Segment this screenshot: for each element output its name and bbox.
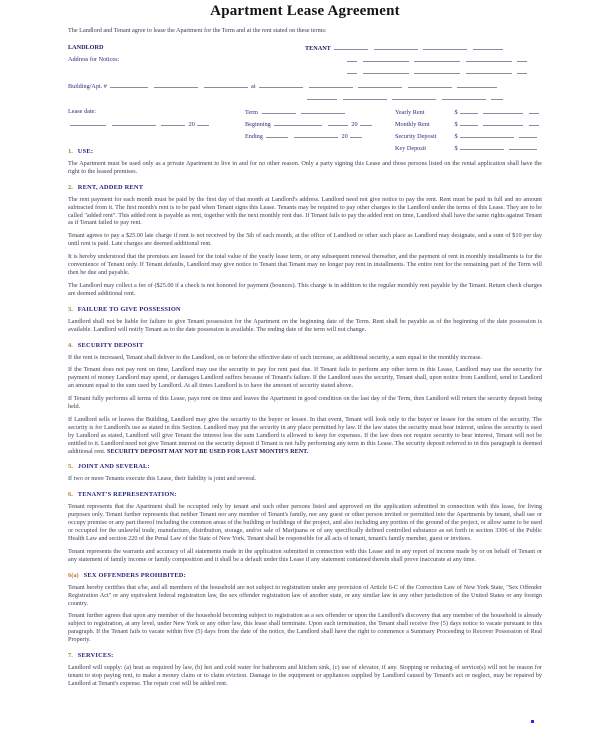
blank-line (112, 120, 156, 126)
section-number: 1. (68, 147, 73, 155)
dollar-sign: $ (454, 132, 458, 140)
at-label: at (251, 82, 256, 90)
paragraph: The rent payment for each month must be paid by the first day of that month at Landlord's address. Landlord need not give notice to pay the rent. Rent must be paid in full and no amount subtracted from it. The first month's rent is to be paid when Tenant signs this Lease. Tenants may be required to pay other charges to the Landlord under the terms of this Lease. They are to be called "added rent". This added rent is payable as rent, together with the next monthly rent due. If Tenant fails to pay the added rent on time, Landlord shall have the same rights against Tenant as if Tenant failed to pay rent. (68, 195, 542, 227)
beginning-field (245, 120, 374, 128)
paragraph: The Landlord may collect a fee of ($25.00 if a check is not honored for payment (bounces). This charge is in addition to the regular monthly rent payable by the Tenant. Return check charges are deemed additional rent. (68, 281, 542, 297)
building-row (68, 82, 542, 90)
section-title: SEX OFFENDERS PROHIBITED: (83, 571, 186, 579)
blank-line (374, 44, 418, 50)
blank-line (70, 120, 106, 126)
page-title: Apartment Lease Agreement (210, 3, 400, 19)
blank-line (262, 108, 296, 114)
paragraph: Landlord will supply: (a) heat as required by law, (b) hot and cold water for bathroom and kitchen sink, (c) use of elevator, if any. Stopping or reducing of service(s) will not be reason for tenant to stop paying rent, to make a money claim or to claim eviction. Damage to the equipment or appliances supplied by Landlord caused by Tenant's act or neglect, may be repaired by Landlord at Tenant's expense. The repair cost will be added rent. (68, 664, 542, 687)
blank-line (161, 120, 185, 126)
blank-line (392, 94, 436, 100)
blank-line (347, 68, 357, 74)
security-deposit-label: Security Deposit (395, 132, 437, 140)
paragraph: Tenant agrees to pay a $25.00 late charge if rent is not received by the 5th of each month, at the office of Landlord or other such place as Landlord may designate, and a sum of $10 per day until rent is paid. Late charges are deemed additional rent. (68, 232, 542, 248)
dollar-sign: $ (454, 108, 458, 116)
section-use (68, 148, 542, 176)
blank-line (517, 56, 527, 62)
blank-line (529, 120, 539, 126)
paragraph: It is hereby understood that the premises are leased for the total value of the yearly lease term, or any subsequent renewal thereafter, and the payment of rent in monthly installments is for the convenience of Tenant only. If Tenant defaults, Landlord may give notice to Tenant that Tenant may no longer pay rent in installments. The entire rent for the remaining part of the Term will then be due and payable. (68, 253, 542, 276)
lease-date-blanks (68, 121, 211, 128)
landlord-label: LANDLORD (68, 43, 104, 51)
section-title: RENT, ADDED RENT (77, 183, 144, 191)
ending-label: Ending (245, 132, 263, 140)
section-number: 7. (68, 652, 73, 660)
blank-line (466, 68, 512, 74)
section-number: 3. (68, 305, 73, 313)
paragraph: If two or more Tenants execute this Lease, their liability is joint and several. (68, 475, 257, 483)
section-number: 6(a) (68, 571, 79, 579)
section-heading (68, 463, 542, 470)
section-heading (68, 148, 542, 155)
section-joint-and-several (68, 463, 542, 483)
section-heading (68, 306, 542, 313)
blank-line (529, 108, 539, 114)
year-token: 20 (341, 132, 348, 140)
section-title: TENANT'S REPRESENTATION: (77, 491, 177, 499)
document-content (68, 0, 542, 688)
key-deposit-label: Key Deposit (395, 144, 427, 152)
address-label: Address for Notices: (68, 55, 120, 63)
tenant-label: TENANT (305, 44, 331, 52)
section-number: 4. (68, 341, 73, 349)
extra-blanks (305, 94, 505, 102)
blank-line (473, 44, 503, 50)
blank-line (363, 68, 409, 74)
dollar-sign: $ (454, 120, 458, 128)
monthly-rent-field (395, 120, 541, 128)
blank-line (519, 132, 537, 138)
section-heading (68, 491, 542, 498)
paragraph: If the Tenant does not pay rent on time, Landlord may use the security to pay for rent past due. If Tenant fails to perform any other term in this Lease, Landlord may use the security for payment of money Landlord may spend, or damages Landlord suffers because of Tenant's failure. If the Landlord uses the security, Tenant shall, upon notice from Landlord, send to Landlord an amount equal to the sum used by Landlord. At all times Landlord is to have the amount of security stated above. (68, 366, 542, 390)
paragraph: Tenant further agrees that upon any member of the household becoming subject to registration as a sex offender or upon the Landlord's discovery that any member of the household is already subject to registration, at any level, under New York or any other law, this lease shall terminate. Upon such termination, the Tenant shall receive five (5) days notice to vacate pursuant to this paragraph. If the Tenant fails to vacate within five (5) days from the date of the notice, the Landlord shall have the right to commence a Summary Proceeding to Recover Possession of Real Property. (68, 612, 542, 644)
blank-line (457, 82, 497, 88)
address-blanks-1 (345, 56, 529, 64)
blank-line (442, 94, 486, 100)
paragraph: Landlord shall not be liable for failure to give Tenant possession for the Apartment on the beginning date of the Term. Rent shall be payable as of the beginning of the date possession is available. Landlord will notify Tenant as to the date possession is available. The ending date of the term will not change. (68, 317, 542, 333)
section-number: 5. (68, 463, 73, 471)
tenant-field (305, 44, 505, 52)
paragraph: Tenant represents that the Apartment shall be occupied only by tenant and such other persons listed and approved on the application submitted in connection with this lease, for living purposes only. Tenant further represents that neither Tenant nor any member of Tenant's family, nor any guest or other person invited or permitted into the Apartments by tenant, shall use or occupy premise or any part thereof including the common areas of the building or buildings of the project, and also including any portion of the ground of the project, or allow same to be used or occupied for the unlawful trade, manufacture, distribution, storage, and/or sale of Marijuana or of any specifically defined controlled substance as set forth in section 3306 of the Public Health Law and section 220 of the Penal Law of the State of New York. Tenant shall be responsible for all acts of tenant, tenant's family member, guest or invitees. (68, 503, 542, 542)
paragraph: If Tenant fully performs all terms of this Lease, pays rent on time and leaves the Apartment in good condition on the last day of the Term, then Landlord will return the security deposit being held. (68, 395, 542, 411)
blank-line (414, 68, 460, 74)
lease-date-row (68, 108, 542, 115)
paragraph: If the rent is increased, Tenant shall deliver to the Landlord, on or before the effective date of such increase, as additional security, a sum equal to the monthly increase. (68, 353, 483, 361)
blank-line (266, 132, 288, 138)
blank-line (334, 44, 368, 50)
section-sex-offenders-prohibited (68, 572, 542, 644)
section-heading (68, 184, 542, 191)
blank-line (491, 94, 503, 100)
blank-line (307, 94, 337, 100)
yearly-rent-field (395, 108, 541, 116)
blank-line (460, 132, 514, 138)
dollar-sign: $ (454, 144, 458, 152)
blank-line (423, 44, 467, 50)
term-label: Term (245, 108, 258, 116)
blank-line (466, 56, 512, 62)
section-security-deposit (68, 342, 542, 456)
blank-line (460, 120, 478, 126)
section-heading (68, 572, 542, 579)
blank-line (408, 82, 452, 88)
landlord-tenant-row (68, 44, 542, 51)
section-rent-added-rent (68, 184, 542, 298)
blank-line (360, 120, 372, 126)
blank-line (154, 82, 198, 88)
stray-ink-mark (531, 720, 534, 723)
paragraph: Tenant represents the warrants and accuracy of all statements made in the application submitted in connection with this Lease and in any report of income made by or on behalf of Tenant or any statement of family income or family composition and it shall be a default under this Lease if any statement contained therein shall prove inaccurate at any time. (68, 547, 542, 563)
lease-date-label: Lease date: (68, 107, 96, 115)
paragraph: Tenant hereby certifies that s/he, and all members of the household are not subject to registration under any provision of Article 6-C of the Correction Law of New York State, "Sex Offender Registration Act" or any equivalent federal registration law, the sex offender registration law of another state, or any similar law in any other jurisdiction of the United States or any foreign country. (68, 583, 542, 607)
security-deposit-field (395, 132, 539, 140)
address-blanks-2 (345, 68, 529, 76)
monthly-rent-label: Monthly Rent (395, 120, 430, 128)
blank-line (309, 82, 353, 88)
building-label: Building/Apt. # (68, 82, 107, 90)
beginning-row (68, 120, 542, 128)
blank-line (347, 56, 357, 62)
blank-line (197, 120, 209, 126)
blank-line (517, 68, 527, 74)
blank-line (343, 94, 387, 100)
blank-line (483, 120, 523, 126)
blank-line (301, 108, 345, 114)
blank-line (363, 56, 409, 62)
section-title: USE: (77, 147, 94, 155)
blank-line (328, 120, 348, 126)
section-title: SECURITY DEPOSIT (77, 341, 144, 349)
blank-line (294, 132, 338, 138)
section-heading (68, 342, 542, 349)
intro-line: The Landlord and Tenant agree to lease the Apartment for the Term and at the rent stated on these terms: (68, 27, 327, 34)
paragraph: The Apartment must be used only as a private Apartment to live in and for no other reason. Only a party signing this Lease and those persons listed on the rental application shall have the right to the leased premises. (68, 159, 542, 175)
year-token: 20 (188, 120, 195, 128)
blank-line (460, 108, 478, 114)
term-field (245, 108, 347, 116)
security-deposit-bold-note: SECURITY DEPOSIT MAY NOT BE USED FOR LAST MONTH'S RENT. (107, 447, 309, 455)
blank-line (110, 82, 148, 88)
paragraph (68, 416, 542, 456)
blank-line (414, 56, 460, 62)
beginning-label: Beginning (245, 120, 271, 128)
ending-field (245, 132, 364, 140)
section-heading (68, 652, 542, 659)
section-failure-to-give-possession (68, 306, 542, 334)
paragraph-text: If Landlord sells or leaves the Building, Landlord may give the security to the buyer or lessee. In that event, Tenant will look only to the buyer or lessee for the return of the security. The security is for Landlord's use as stated in this Section. Landlord may put the security in any place permitted by law. If the law states the security must bear interest, unless the security is used by Landlord as stated, Landlord will give Tenant the interest less the sum Landlord is allowed to keep for expenses. If the law does not require security to bear interest, Tenant will not be entitled to it. Landlord need not give Tenant interest on the security deposit if Tenant is not fully performing any term in this Lease. The security deposit referred to in this paragraph is deemed additional rent. (68, 415, 542, 455)
section-title: JOINT AND SEVERAL: (77, 463, 150, 471)
blank-line (274, 120, 322, 126)
section-number: 6. (68, 491, 73, 499)
section-title: SERVICES: (77, 652, 114, 660)
blank-line (483, 108, 523, 114)
section-tenants-representation (68, 491, 542, 563)
year-token: 20 (351, 120, 358, 128)
blank-line (204, 82, 248, 88)
section-number: 2. (68, 183, 73, 191)
blank-line (358, 82, 402, 88)
blank-line (350, 132, 362, 138)
blank-line (259, 82, 303, 88)
section-title: FAILURE TO GIVE POSSESSION (77, 305, 181, 313)
yearly-rent-label: Yearly Rent (395, 108, 425, 116)
section-services (68, 652, 542, 688)
address-row (68, 56, 542, 63)
